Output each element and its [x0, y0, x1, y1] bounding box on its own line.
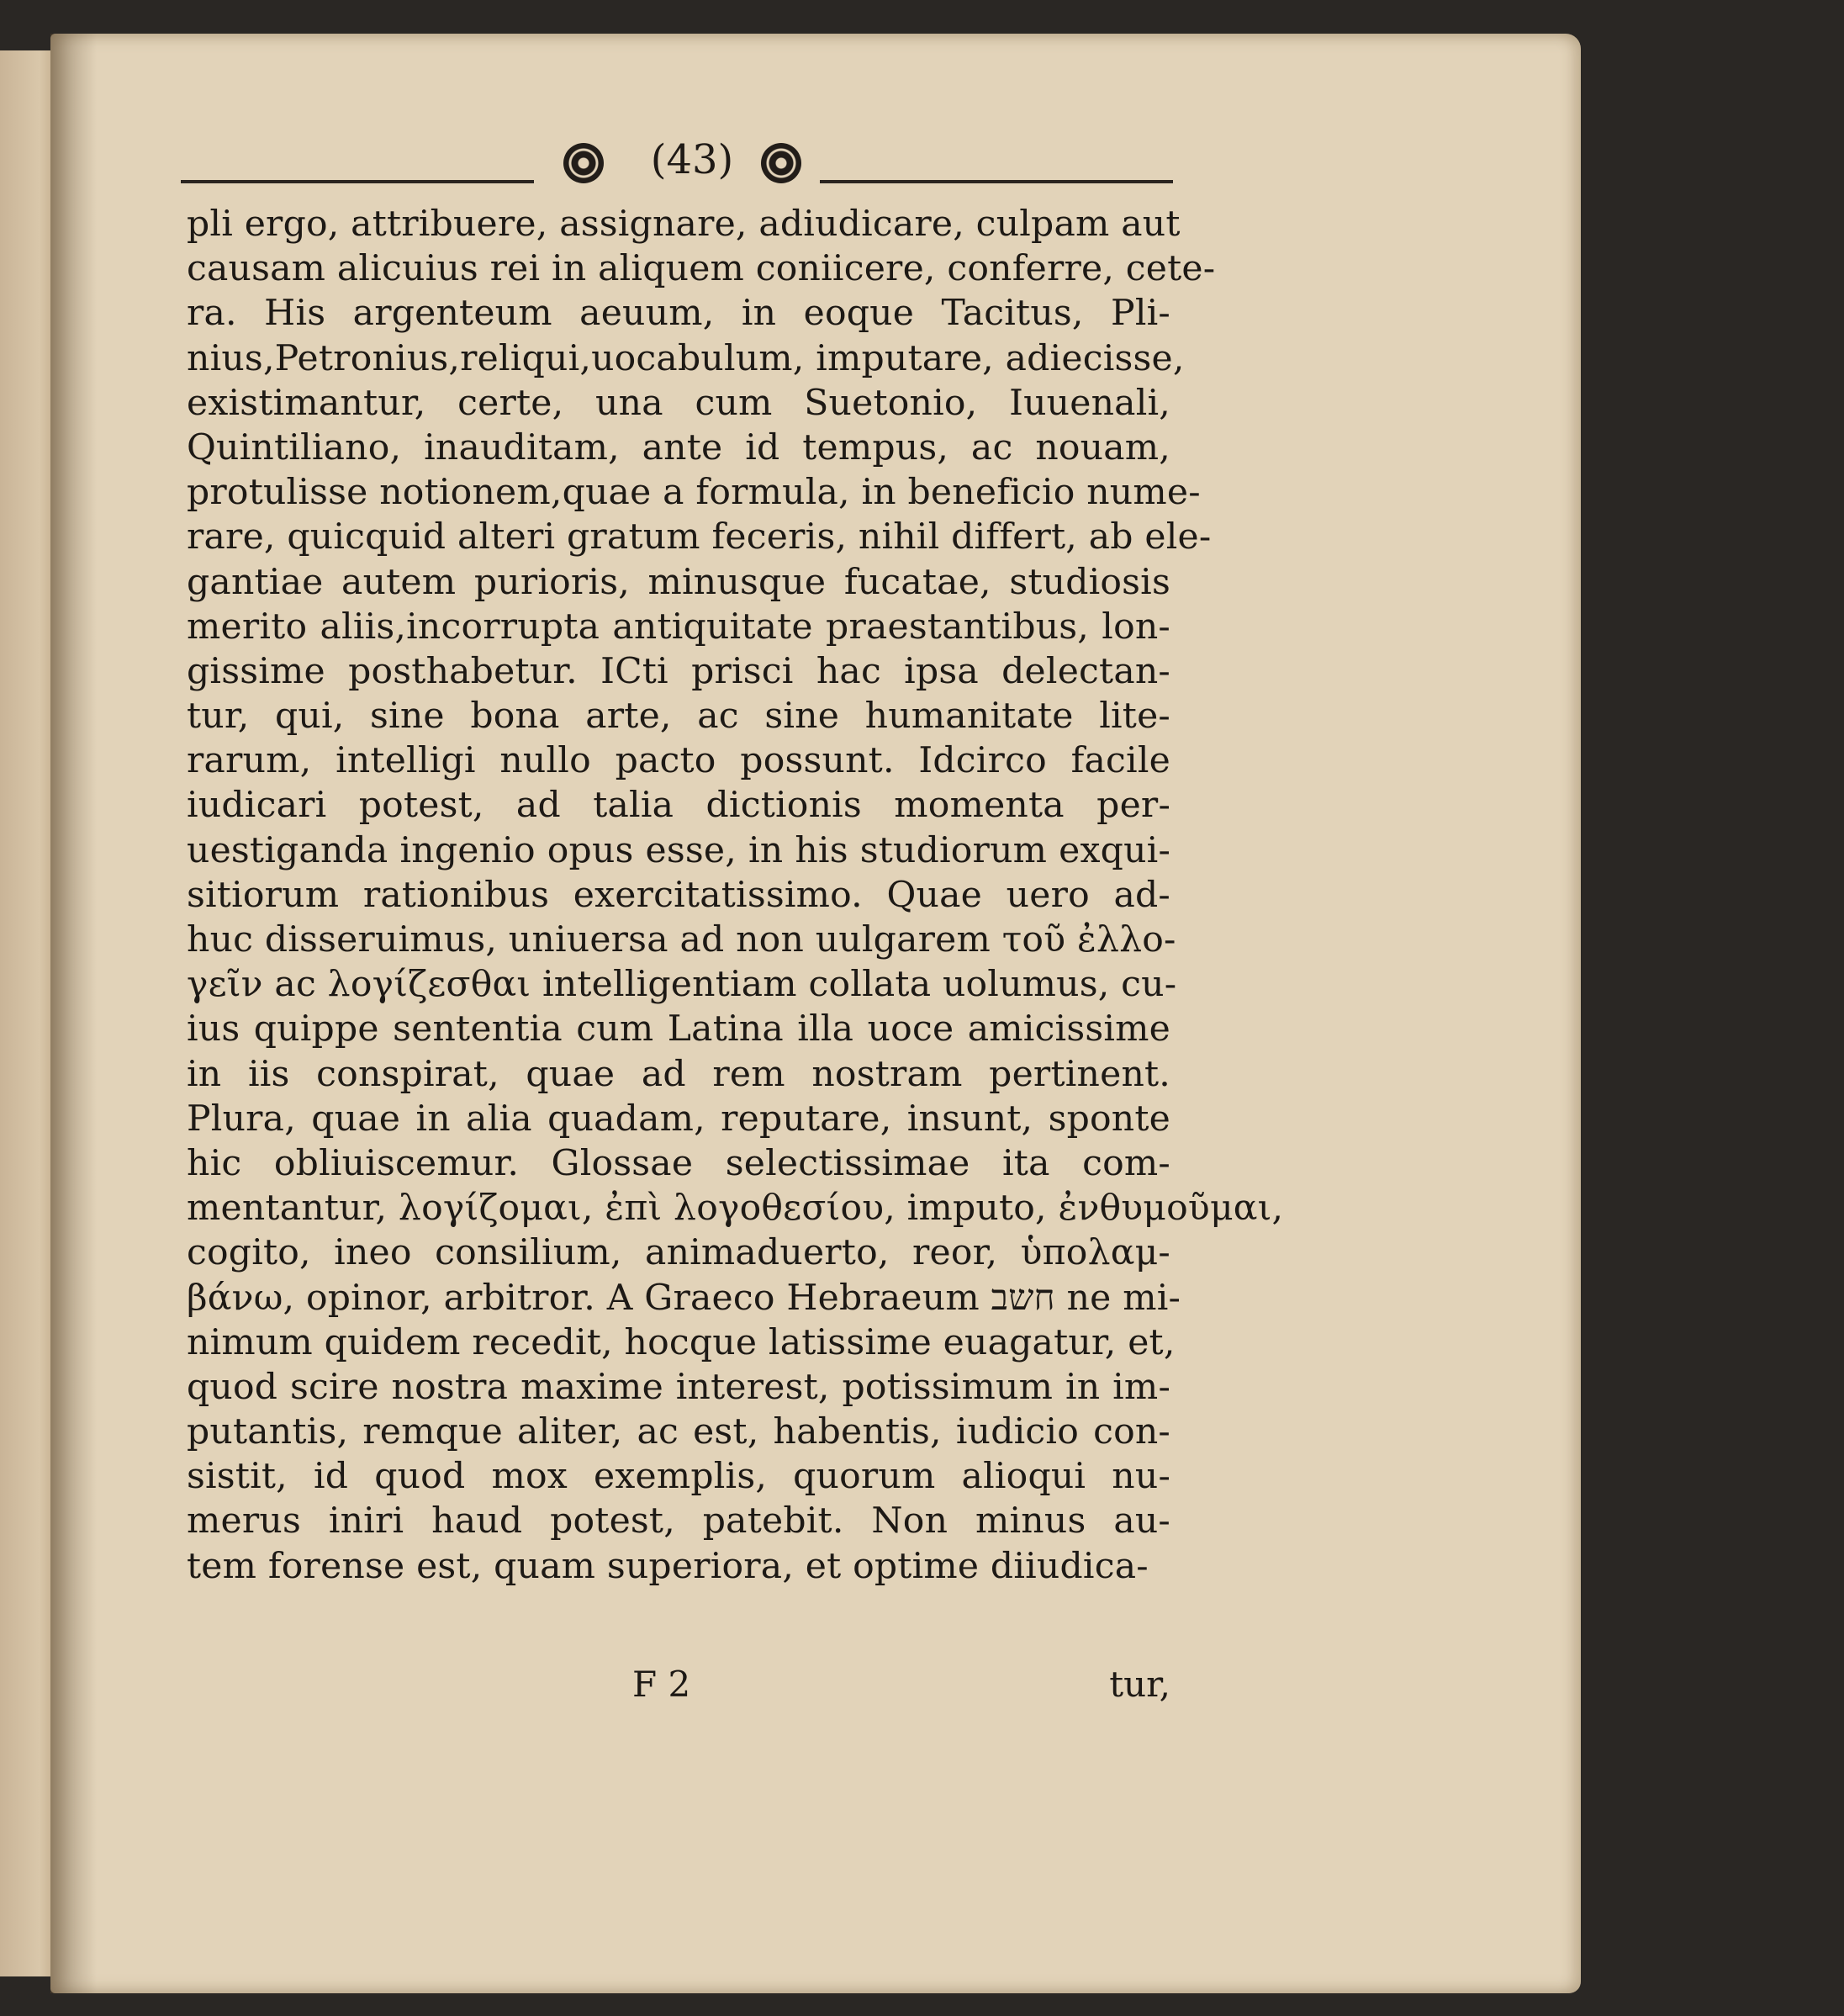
signature-mark: F 2: [632, 1664, 691, 1705]
text-line: nius,Petronius,reliqui,uocabulum, imputare, adiecisse,: [187, 337, 1185, 379]
text-line: gantiae autem purioris, minusque fucatae, studiosis: [187, 561, 1170, 603]
text-line: Quintiliano, inauditam, ante id tempus, ac nouam,: [187, 426, 1170, 468]
page-header: [181, 136, 1173, 195]
page-number: (43): [650, 136, 734, 183]
rosette-ornament-left-icon: [563, 143, 604, 183]
text-line: hic obliuiscemur. Glossae selectissimae ita com-: [187, 1142, 1170, 1184]
text-line: ra. His argenteum aeuum, in eoque Tacitus, Pli-: [187, 293, 1170, 335]
page-gutter-shadow: [50, 34, 97, 1993]
text-line: iudicari potest, ad talia dictionis momenta per-: [187, 785, 1170, 827]
text-line: in iis conspirat, quae ad rem nostram pertinent.: [187, 1053, 1170, 1095]
text-line: merito aliis,incorrupta antiquitate praestantibus, lon-: [187, 606, 1170, 648]
text-line: gissime posthabetur. ICti prisci hac ipsa delectan-: [187, 650, 1170, 692]
text-line: rarum, intelligi nullo pacto possunt. Idcirco facile: [187, 740, 1170, 782]
rosette-ornament-right-icon: [761, 143, 801, 183]
text-line: Plura, quae in alia quadam, reputare, insunt, sponte: [187, 1098, 1170, 1140]
text-line: merus iniri haud potest, patebit. Non minus au-: [187, 1500, 1170, 1542]
text-line: putantis, remque aliter, ac est, habentis, iudicio con-: [187, 1411, 1170, 1453]
text-line: sistit, id quod mox exemplis, quorum alioqui nu-: [187, 1456, 1170, 1498]
text-line: ius quippe sententia cum Latina illa uoce amicissime: [187, 1008, 1170, 1050]
page-footer: [187, 1664, 1170, 1714]
text-line: sitiorum rationibus exercitatissimo. Quae uero ad-: [187, 874, 1170, 916]
text-line: tem forense est, quam superiora, et optime diiudica-: [187, 1545, 1149, 1587]
text-line: protulisse notionem,quae a formula, in beneficio nume-: [187, 472, 1201, 514]
text-line: huc disseruimus, uniuersa ad non uulgarem τοῦ ἐλλο-: [187, 919, 1176, 960]
text-line: existimantur, certe, una cum Suetonio, Iuuenali,: [187, 382, 1170, 424]
text-line: quod scire nostra maxime interest, potissimum in im-: [187, 1366, 1170, 1408]
text-line: uestiganda ingenio opus esse, in his studiorum exqui-: [187, 829, 1170, 871]
header-rule-right: [820, 180, 1173, 183]
text-line: βάνω, opinor, arbitror. A Graeco Hebraeum חשב ne mi-: [187, 1277, 1181, 1319]
text-line: causam alicuius rei in aliquem coniicere, conferre, cete-: [187, 248, 1216, 290]
body-text: [187, 202, 1284, 1589]
header-rule-left: [181, 180, 534, 183]
text-line: mentantur, λογίζομαι, ἐπὶ λογοθεσίου, imputo, ἐνθυμοῦμαι,: [187, 1188, 1284, 1230]
text-line: pli ergo, attribuere, assignare, adiudicare, culpam aut: [187, 204, 1181, 245]
text-line: cogito, ineo consilium, animaduerto, reor, ὑπολαμ-: [187, 1232, 1170, 1274]
text-line: tur, qui, sine bona arte, ac sine humanitate lite-: [187, 696, 1170, 738]
text-line: γεῖν ac λογίζεσθαι intelligentiam collata uolumus, cu-: [187, 964, 1177, 1006]
text-line: nimum quidem recedit, hocque latissime euagatur, et,: [187, 1321, 1176, 1363]
text-line: rare, quicquid alteri gratum feceris, nihil differt, ab ele-: [187, 516, 1212, 558]
catchword: tur,: [1109, 1664, 1170, 1705]
